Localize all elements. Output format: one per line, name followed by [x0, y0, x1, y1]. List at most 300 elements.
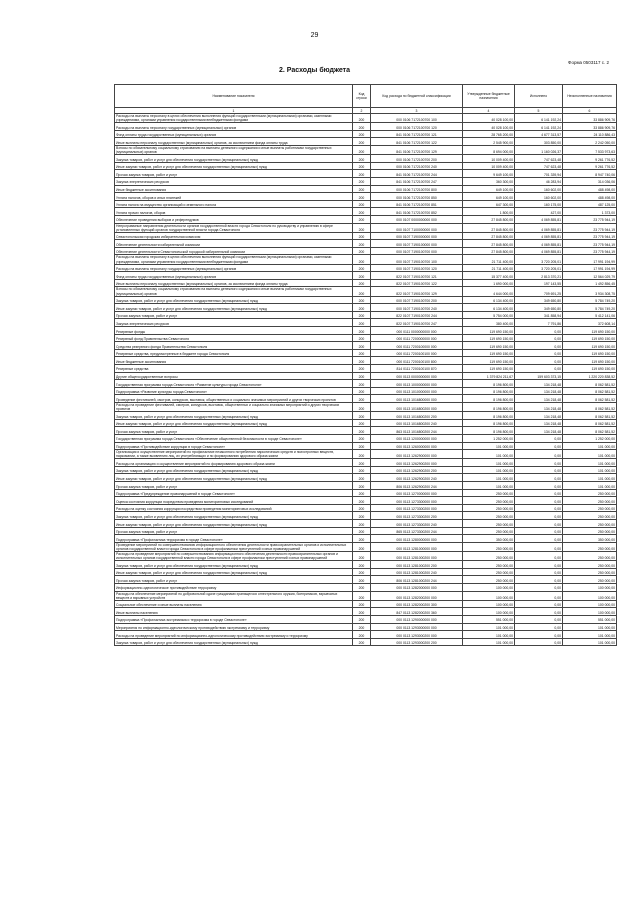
row-unexecuted: 372 608,14	[563, 319, 617, 327]
row-line-code: 200	[353, 296, 371, 304]
row-line-code: 200	[353, 561, 371, 569]
row-unexecuted: 1 252 000,00	[563, 434, 617, 442]
row-name: Прочая закупка товаров, работ и услуг	[115, 170, 353, 178]
table-row	[115, 215, 617, 223]
row-classification-code: 000 0113 1282000200 000	[371, 591, 463, 600]
row-classification-code: 000 0113 1273300200 200	[371, 512, 463, 520]
row-approved: 250 000,00	[463, 527, 515, 535]
row-classification-code: 000 0107 7190100700 200	[371, 296, 463, 304]
row-approved: 8 196 800,00	[463, 402, 515, 411]
row-executed: 46 283,94	[515, 177, 563, 185]
row-approved: 119 690 150,00	[463, 342, 515, 350]
row-approved: 8 694 000,00	[463, 145, 515, 154]
row-line-code: 200	[353, 552, 371, 561]
row-line-code: 200	[353, 434, 371, 442]
table-row	[115, 319, 617, 327]
row-line-code: 200	[353, 615, 371, 623]
row-name: Иные закупки товаров, работ и услуг для обеспечения государственных (муниципальных) нужд	[115, 474, 353, 482]
row-unexecuted: 8 947 740,06	[563, 170, 617, 178]
row-approved: 350 000,00	[463, 535, 515, 543]
row-approved: 250 000,00	[463, 561, 515, 569]
row-unexecuted: 3 934 308,75	[563, 287, 617, 296]
row-line-code: 200	[353, 459, 371, 467]
row-approved: 27 845 800,00	[463, 240, 515, 248]
row-line-code: 200	[353, 145, 371, 154]
row-executed: 6 141 192,24	[515, 123, 563, 131]
row-line-code: 200	[353, 527, 371, 535]
row-unexecuted: 23 775 944,19	[563, 215, 617, 223]
row-unexecuted: 250 000,00	[563, 568, 617, 576]
row-name: Средства резервного фонда Правительства Севастополя	[115, 342, 353, 350]
row-executed: 0,00	[515, 334, 563, 342]
row-line-code: 200	[353, 450, 371, 459]
row-executed: 0,00	[515, 638, 563, 646]
table-row	[115, 623, 617, 631]
row-executed: 134 218,48	[515, 427, 563, 435]
table-row	[115, 474, 617, 482]
row-classification-code: 806 0113 1281000200 244	[371, 576, 463, 584]
row-classification-code: 841 0106 7172100700 121	[371, 130, 463, 138]
table-row	[115, 489, 617, 497]
row-name: Расходы на проведение фестивалей, смотров, конкурсов, выставок, общественных и социально значимых мероприятий и других творческих проектов	[115, 402, 353, 411]
row-executed: 0,00	[515, 489, 563, 497]
row-line-code: 200	[353, 304, 371, 312]
row-classification-code: 814 0111 7200100100 870	[371, 364, 463, 372]
row-classification-code: 000 0107 7190100700 240	[371, 304, 463, 312]
row-approved: 40 028 100,00	[463, 114, 515, 123]
row-executed: 303 850,00	[515, 138, 563, 146]
row-name: Подпрограмма «Развитие культуры города Севастополя»	[115, 387, 353, 395]
row-unexecuted: 119 690 150,00	[563, 327, 617, 335]
row-classification-code: 841 0106 7172100700 247	[371, 177, 463, 185]
table-row	[115, 364, 617, 372]
row-unexecuted: 23 775 944,19	[563, 247, 617, 255]
row-classification-code: 822 0107 7190100700 247	[371, 319, 463, 327]
row-classification-code: 000 0113 1270000000 000	[371, 489, 463, 497]
row-executed: 349 650,80	[515, 296, 563, 304]
table-row	[115, 349, 617, 357]
row-name: Расходы на выплаты персоналу государственных (муниципальных) органов	[115, 123, 353, 131]
row-executed: 134 218,48	[515, 387, 563, 395]
row-executed: 197 143,55	[515, 279, 563, 287]
row-approved: 9 649 100,00	[463, 170, 515, 178]
row-approved: 40 028 100,00	[463, 123, 515, 131]
table-row	[115, 200, 617, 208]
row-classification-code: 000 0106 7172100700 200	[371, 155, 463, 163]
row-unexecuted: 119 690 150,00	[563, 349, 617, 357]
row-executed: 0,00	[515, 364, 563, 372]
row-approved: 250 000,00	[463, 552, 515, 561]
row-unexecuted: 250 000,00	[563, 489, 617, 497]
row-classification-code: 000 0111 7200100100 800	[371, 357, 463, 365]
row-classification-code: 841 0106 7172100700 852	[371, 208, 463, 216]
table-row	[115, 296, 617, 304]
row-name: Расходы на выплаты персоналу в целях обеспечения выполнения функций государственными (муниципальными) органами, казенными учреждениями, органами управления государственными внебюджетными фондами	[115, 255, 353, 264]
row-executed: 159 603 373,15	[515, 372, 563, 380]
row-executed: 134 218,48	[515, 412, 563, 420]
row-executed: 4 677 313,57	[515, 130, 563, 138]
row-name: Проведение мероприятий по совершенствованию информационного обеспечения деятельности правоохранительных органов и исполнительных органов государственной власти города Севастополя в сфере профилактики преступлений и иных правонарушений	[115, 542, 353, 551]
table-body	[115, 114, 617, 646]
row-classification-code: 000 0111 7200000000 000	[371, 334, 463, 342]
row-unexecuted: 1 220 220 838,52	[563, 372, 617, 380]
row-line-code: 200	[353, 240, 371, 248]
row-name: Уплата прочих налогов, сборов	[115, 208, 353, 216]
row-name: Государственная программа города Севастополя «Развитие культуры города Севастополя»	[115, 380, 353, 388]
table-row	[115, 387, 617, 395]
column-index: 2	[353, 108, 371, 114]
row-approved: 8 196 800,00	[463, 380, 515, 388]
row-line-code: 200	[353, 170, 371, 178]
table-row	[115, 372, 617, 380]
row-unexecuted: 101 000,00	[563, 450, 617, 459]
table-row	[115, 272, 617, 280]
row-line-code: 200	[353, 193, 371, 201]
row-approved: 4 644 000,00	[463, 287, 515, 296]
row-line-code: 200	[353, 200, 371, 208]
row-approved: 250 000,00	[463, 489, 515, 497]
row-classification-code: 000 0111 0000000000 000	[371, 327, 463, 335]
table-row	[115, 450, 617, 459]
row-line-code: 200	[353, 208, 371, 216]
row-approved: 27 845 800,00	[463, 215, 515, 223]
row-executed: 0,00	[515, 576, 563, 584]
row-approved: 119 690 150,00	[463, 357, 515, 365]
row-line-code: 200	[353, 334, 371, 342]
row-line-code: 200	[353, 123, 371, 131]
row-approved: 101 000,00	[463, 638, 515, 646]
row-line-code: 200	[353, 223, 371, 232]
row-unexecuted: 119 690 150,00	[563, 357, 617, 365]
row-unexecuted: 100 000,00	[563, 600, 617, 608]
row-unexecuted: 23 775 944,19	[563, 232, 617, 240]
row-approved: 647 300,00	[463, 200, 515, 208]
row-line-code: 200	[353, 232, 371, 240]
row-unexecuted: 250 000,00	[563, 520, 617, 528]
row-name: Закупка товаров, работ и услуг для обеспечения государственных (муниципальных) нужд	[115, 638, 353, 646]
table-row	[115, 442, 617, 450]
row-approved: 28 765 200,00	[463, 130, 515, 138]
row-unexecuted: 250 000,00	[563, 561, 617, 569]
table-row	[115, 193, 617, 201]
row-executed: 160 602,00	[515, 193, 563, 201]
row-name: Закупка товаров, работ и услуг для обеспечения государственных (муниципальных) нужд	[115, 412, 353, 420]
row-executed: 0,00	[515, 459, 563, 467]
row-name: Фонд оплаты труда государственных (муниципальных) органов	[115, 130, 353, 138]
row-name: Иные закупки товаров, работ и услуг для обеспечения государственных (муниципальных) нужд	[115, 520, 353, 528]
row-approved: 8 196 800,00	[463, 395, 515, 403]
row-name: Обеспечение деятельности избирательной комиссии	[115, 240, 353, 248]
header-line-code: Код строки	[353, 85, 371, 108]
row-line-code: 200	[353, 372, 371, 380]
row-approved: 360 300,00	[463, 177, 515, 185]
row-name: Прочая закупка товаров, работ и услуг	[115, 482, 353, 490]
row-classification-code: 841 0106 7172100700 122	[371, 138, 463, 146]
row-line-code: 200	[353, 264, 371, 272]
expenditure-table	[114, 84, 617, 646]
row-unexecuted: 8 062 581,52	[563, 380, 617, 388]
row-unexecuted: 17 991 194,99	[563, 255, 617, 264]
row-name: Резервные фонды	[115, 327, 353, 335]
row-unexecuted: 33 886 909,76	[563, 114, 617, 123]
row-line-code: 200	[353, 138, 371, 146]
table-row	[115, 402, 617, 411]
row-executed: 0,00	[515, 442, 563, 450]
row-unexecuted: 23 775 944,19	[563, 223, 617, 232]
row-unexecuted: 100 000,00	[563, 583, 617, 591]
table-row	[115, 255, 617, 264]
row-approved: 101 000,00	[463, 466, 515, 474]
row-executed: 3 720 205,01	[515, 255, 563, 264]
row-classification-code: 847 0113 1282000200 360	[371, 608, 463, 616]
row-approved: 100 000,00	[463, 583, 515, 591]
row-classification-code: 000 0106 7172100700 240	[371, 162, 463, 170]
row-approved: 5 754 000,00	[463, 311, 515, 319]
table-row	[115, 145, 617, 154]
row-name: Прочая закупка товаров, работ и услуг	[115, 427, 353, 435]
row-executed: 4 069 855,81	[515, 215, 563, 223]
row-name: Другие общегосударственные вопросы	[115, 372, 353, 380]
row-executed: 3 720 205,01	[515, 264, 563, 272]
row-unexecuted: 101 000,00	[563, 631, 617, 639]
table-row	[115, 568, 617, 576]
row-name: Расходы на выплаты персоналу государственных (муниципальных) органов	[115, 264, 353, 272]
row-name: Иные бюджетные ассигнования	[115, 185, 353, 193]
row-approved: 250 000,00	[463, 568, 515, 576]
row-approved: 250 000,00	[463, 504, 515, 512]
row-unexecuted: 250 000,00	[563, 504, 617, 512]
row-line-code: 200	[353, 512, 371, 520]
row-name: Расходы на проведение мероприятий по информационно-идеологическому противодействию экстремизму и терроризму	[115, 631, 353, 639]
row-classification-code: 000 0107 7190100700 000	[371, 247, 463, 255]
column-index: 5	[515, 108, 563, 114]
table-row	[115, 130, 617, 138]
row-approved: 119 690 150,00	[463, 334, 515, 342]
row-classification-code: 000 0107 7190100700 100	[371, 255, 463, 264]
row-unexecuted: 250 000,00	[563, 527, 617, 535]
row-executed: 0,00	[515, 474, 563, 482]
row-unexecuted: 100 000,00	[563, 608, 617, 616]
row-name: Резервный фонд Правительства Севастополя	[115, 334, 353, 342]
table-row	[115, 304, 617, 312]
row-name: Прочая закупка товаров, работ и услуг	[115, 527, 353, 535]
column-index: 4	[463, 108, 515, 114]
row-classification-code: 841 0106 7172100700 851	[371, 200, 463, 208]
row-line-code: 200	[353, 402, 371, 411]
row-line-code: 200	[353, 349, 371, 357]
row-line-code: 200	[353, 638, 371, 646]
table-row	[115, 240, 617, 248]
row-executed: 4 069 855,81	[515, 247, 563, 255]
table-row	[115, 342, 617, 350]
row-approved: 649 100,00	[463, 185, 515, 193]
row-unexecuted: 8 062 581,52	[563, 402, 617, 411]
row-approved: 27 845 800,00	[463, 247, 515, 255]
row-executed: 709 691,25	[515, 287, 563, 296]
row-executed: 0,00	[515, 466, 563, 474]
row-unexecuted: 101 000,00	[563, 474, 617, 482]
row-line-code: 200	[353, 247, 371, 255]
row-executed: 0,00	[515, 482, 563, 490]
row-line-code: 200	[353, 576, 371, 584]
table-row	[115, 357, 617, 365]
row-name: Иные закупки товаров, работ и услуг для обеспечения государственных (муниципальных) нужд	[115, 419, 353, 427]
row-approved: 8 196 800,00	[463, 419, 515, 427]
row-unexecuted: 5 784 749,20	[563, 304, 617, 312]
row-classification-code: 000 0113 1282000200 300	[371, 600, 463, 608]
row-name: Резервные средства	[115, 364, 353, 372]
row-approved: 119 690 150,00	[463, 327, 515, 335]
row-line-code: 200	[353, 327, 371, 335]
row-executed: 134 218,48	[515, 380, 563, 388]
table-row	[115, 311, 617, 319]
table-row	[115, 380, 617, 388]
row-approved: 1 690 000,00	[463, 279, 515, 287]
row-executed: 6 141 192,24	[515, 114, 563, 123]
row-executed: 0,00	[515, 631, 563, 639]
row-executed: 349 650,80	[515, 304, 563, 312]
row-unexecuted: 8 062 581,52	[563, 387, 617, 395]
row-unexecuted: 488 498,00	[563, 185, 617, 193]
row-executed: 1 160 026,37	[515, 145, 563, 154]
row-classification-code: 841 0106 7172100700 244	[371, 170, 463, 178]
row-executed: 0,00	[515, 434, 563, 442]
table-row	[115, 232, 617, 240]
row-name: Расходы на проведение мероприятий по совершенствованию информационного обеспечения деятельности правоохранительных органов и исполнительных органов государственной власти города Севастополя в сфере профилактики преступлений и иных правонарушений	[115, 552, 353, 561]
row-classification-code: 000 0113 1016800200 240	[371, 419, 463, 427]
row-executed: 0,00	[515, 512, 563, 520]
row-line-code: 200	[353, 568, 371, 576]
row-name: Закупка товаров, работ и услуг для обеспечения государственных (муниципальных) нужд	[115, 561, 353, 569]
row-name: Уплата налога на имущество организаций и земельного налога	[115, 200, 353, 208]
row-classification-code: 000 0113 1293000200 000	[371, 631, 463, 639]
table-row	[115, 631, 617, 639]
row-name: Расходы на обеспечение мероприятий по добровольной сдаче гражданами хранящегося огнестрельного оружия, боеприпасов, взрывчатых веществ и взрывных устройств	[115, 591, 353, 600]
table-row	[115, 520, 617, 528]
row-approved: 380 400,00	[463, 319, 515, 327]
row-classification-code: 000 0113 1262900200 000	[371, 459, 463, 467]
row-unexecuted: 250 000,00	[563, 576, 617, 584]
table-row	[115, 264, 617, 272]
row-name: Подпрограмма «Предупреждение правонарушений в городе Севастополе»	[115, 489, 353, 497]
row-approved: 250 000,00	[463, 512, 515, 520]
row-unexecuted: 101 000,00	[563, 442, 617, 450]
row-line-code: 200	[353, 583, 371, 591]
table-header-row	[115, 85, 617, 108]
row-classification-code: 000 0113 1000000000 000	[371, 380, 463, 388]
table-row	[115, 615, 617, 623]
row-name: Проведение фестивалей, смотров, конкурсов, выставок, общественных и социально значимых мероприятий и других творческих проектов	[115, 395, 353, 403]
row-unexecuted: 8 062 581,52	[563, 427, 617, 435]
row-executed: 160 175,00	[515, 200, 563, 208]
row-approved: 8 196 800,00	[463, 387, 515, 395]
row-name: Закупка товаров, работ и услуг для обеспечения государственных (муниципальных) нужд	[115, 466, 353, 474]
row-line-code: 200	[353, 442, 371, 450]
row-executed: 4 069 855,81	[515, 223, 563, 232]
row-unexecuted: 250 000,00	[563, 497, 617, 505]
page-number: 29	[310, 32, 319, 39]
row-name: Иные бюджетные ассигнования	[115, 357, 353, 365]
row-executed: 0,00	[515, 527, 563, 535]
row-unexecuted: 119 690 150,00	[563, 334, 617, 342]
table-row	[115, 535, 617, 543]
row-name: Государственная программа города Севастополя «Обеспечение общественной безопасности в городе Севастополе»	[115, 434, 353, 442]
row-classification-code: 000 0106 7172100700 100	[371, 114, 463, 123]
row-approved: 1 379 824 211,67	[463, 372, 515, 380]
row-classification-code: 000 0113 1281000200 200	[371, 561, 463, 569]
row-name: Оценка состояния коррупции посредством проведения мониторинговых исследований	[115, 497, 353, 505]
row-unexecuted: 12 564 029,79	[563, 272, 617, 280]
row-approved: 101 000,00	[463, 623, 515, 631]
table-row	[115, 466, 617, 474]
row-approved: 250 000,00	[463, 497, 515, 505]
table-row	[115, 247, 617, 255]
row-line-code: 200	[353, 542, 371, 551]
row-name: Взносы по обязательному социальному страхованию на выплаты денежного содержания и иные выплаты работникам государственных (муниципальных) органов	[115, 287, 353, 296]
row-line-code: 200	[353, 504, 371, 512]
row-unexecuted: 350 000,00	[563, 535, 617, 543]
row-executed: 0,00	[515, 450, 563, 459]
document-title: 2. Расходы бюджета	[279, 67, 350, 74]
table-row	[115, 287, 617, 296]
table-row	[115, 512, 617, 520]
row-approved: 101 000,00	[463, 450, 515, 459]
row-unexecuted: 17 991 194,99	[563, 264, 617, 272]
row-name: Подпрограмма «Противодействие коррупции в городе Севастополе»	[115, 442, 353, 450]
row-line-code: 200	[353, 427, 371, 435]
row-classification-code: 863 0113 1016800200 244	[371, 427, 463, 435]
row-approved: 101 000,00	[463, 459, 515, 467]
table-row	[115, 177, 617, 185]
row-name: Информационно-идеологическое противодействие терроризму	[115, 583, 353, 591]
row-unexecuted: 551 000,00	[563, 615, 617, 623]
row-classification-code: 000 0113 1010000000 000	[371, 387, 463, 395]
row-name: Прочая закупка товаров, работ и услуг	[115, 576, 353, 584]
row-name: Мероприятия по информационно-идеологическому противодействию экстремизму и терроризму	[115, 623, 353, 631]
table-row	[115, 162, 617, 170]
row-name: Обеспечение проведения выборов и референдумов	[115, 215, 353, 223]
row-approved: 8 196 800,00	[463, 412, 515, 420]
row-line-code: 200	[353, 215, 371, 223]
row-executed: 0,00	[515, 520, 563, 528]
row-executed: 0,00	[515, 357, 563, 365]
row-name: Прочая закупка товаров, работ и услуг	[115, 311, 353, 319]
row-classification-code: 822 0107 7190100700 244	[371, 311, 463, 319]
row-approved: 8 196 800,00	[463, 427, 515, 435]
table-row	[115, 334, 617, 342]
row-approved: 10 009 400,00	[463, 162, 515, 170]
row-classification-code: 000 0113 1016800200 000	[371, 402, 463, 411]
row-executed: 0,00	[515, 552, 563, 561]
row-executed: 7 791,86	[515, 319, 563, 327]
row-line-code: 200	[353, 177, 371, 185]
row-executed: 0,00	[515, 327, 563, 335]
table-row	[115, 600, 617, 608]
table-row	[115, 591, 617, 600]
row-line-code: 200	[353, 287, 371, 296]
row-line-code: 200	[353, 482, 371, 490]
row-unexecuted: 101 000,00	[563, 623, 617, 631]
row-classification-code: 000 0113 1281000000 000	[371, 542, 463, 551]
table-row	[115, 561, 617, 569]
row-unexecuted: 488 498,00	[563, 193, 617, 201]
row-classification-code: 000 0107 7190000000 000	[371, 232, 463, 240]
row-name: Иные выплаты персоналу государственных (муниципальных) органов, за исключением фонда оплаты труда	[115, 138, 353, 146]
row-name: Закупка товаров, работ и услуг для обеспечения государственных (муниципальных) нужд	[115, 155, 353, 163]
row-executed: 747 623,48	[515, 155, 563, 163]
row-executed: 0,00	[515, 342, 563, 350]
row-approved: 27 845 800,00	[463, 232, 515, 240]
